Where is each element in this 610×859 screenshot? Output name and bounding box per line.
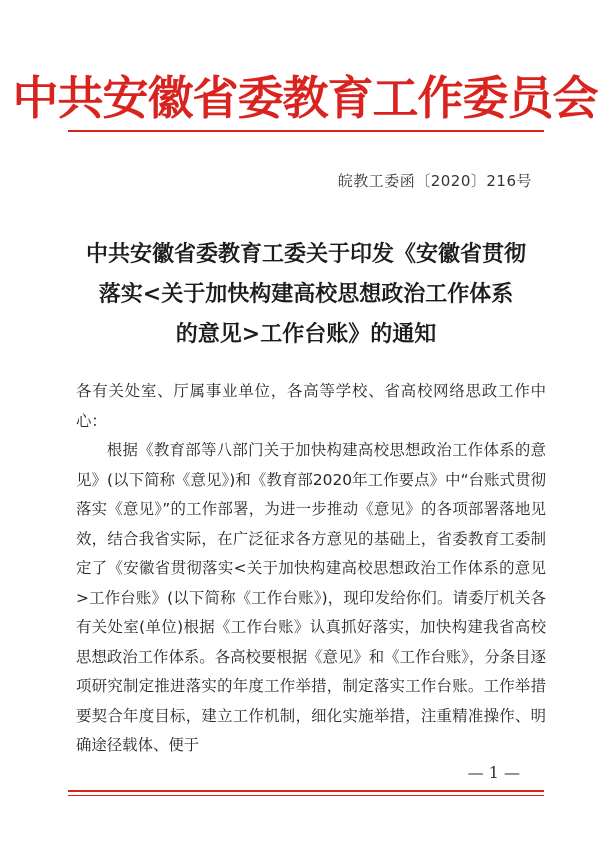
title-line-2: 落实<关于加快构建高校思想政治工作体系	[98, 281, 514, 307]
body-paragraph: 根据《教育部等八部门关于加快构建高校思想政治工作体系的意见》(以下简称《意见》)和《教育部2020年工作要点》中“台账式贯彻落实《意见》”的工作部署，为进一步推动《意见》的各项部署落地见效，结合我省实际，在广泛征求各方意见的基础上，省委教育工委制定了《安徽省贯彻落实<关于加快构建高校思想政治工作体系的意见>工作台账》(以下简称《工作台账》)，现印发给你们。请委厅机关各有关处室(单位)根据《工作台账》认真抓好落实，加快构建我省高校思想政治工作体系。各高校要根据《意见》和《工作台账》，分条目逐项研究制定推进落实的年度工作举措，制定落实工作台账。工作举措要契合年度目标，建立工作机制，细化实施举措，注重精准操作、明确途径载体、便于	[76, 441, 546, 754]
footer-red-rule	[68, 790, 544, 792]
document-title	[60, 234, 552, 354]
page-number: — 1 —	[467, 763, 520, 782]
letterhead-red-rule	[68, 130, 544, 132]
letterhead-org-name: 中共安徽省委教育工作委员会	[12, 71, 598, 125]
salutation: 各有关处室、厅属事业单位，各高等学校、省高校网络思政工作中心：	[76, 382, 546, 430]
footer-red-rule-thin	[68, 795, 544, 796]
title-line-1: 中共安徽省委教育工委关于印发《安徽省贯彻	[85, 241, 526, 267]
document-body	[76, 377, 546, 761]
title-line-3: 的意见>工作台账》的通知	[175, 321, 437, 347]
document-number: 皖教工委函〔2020〕216号	[337, 172, 532, 190]
